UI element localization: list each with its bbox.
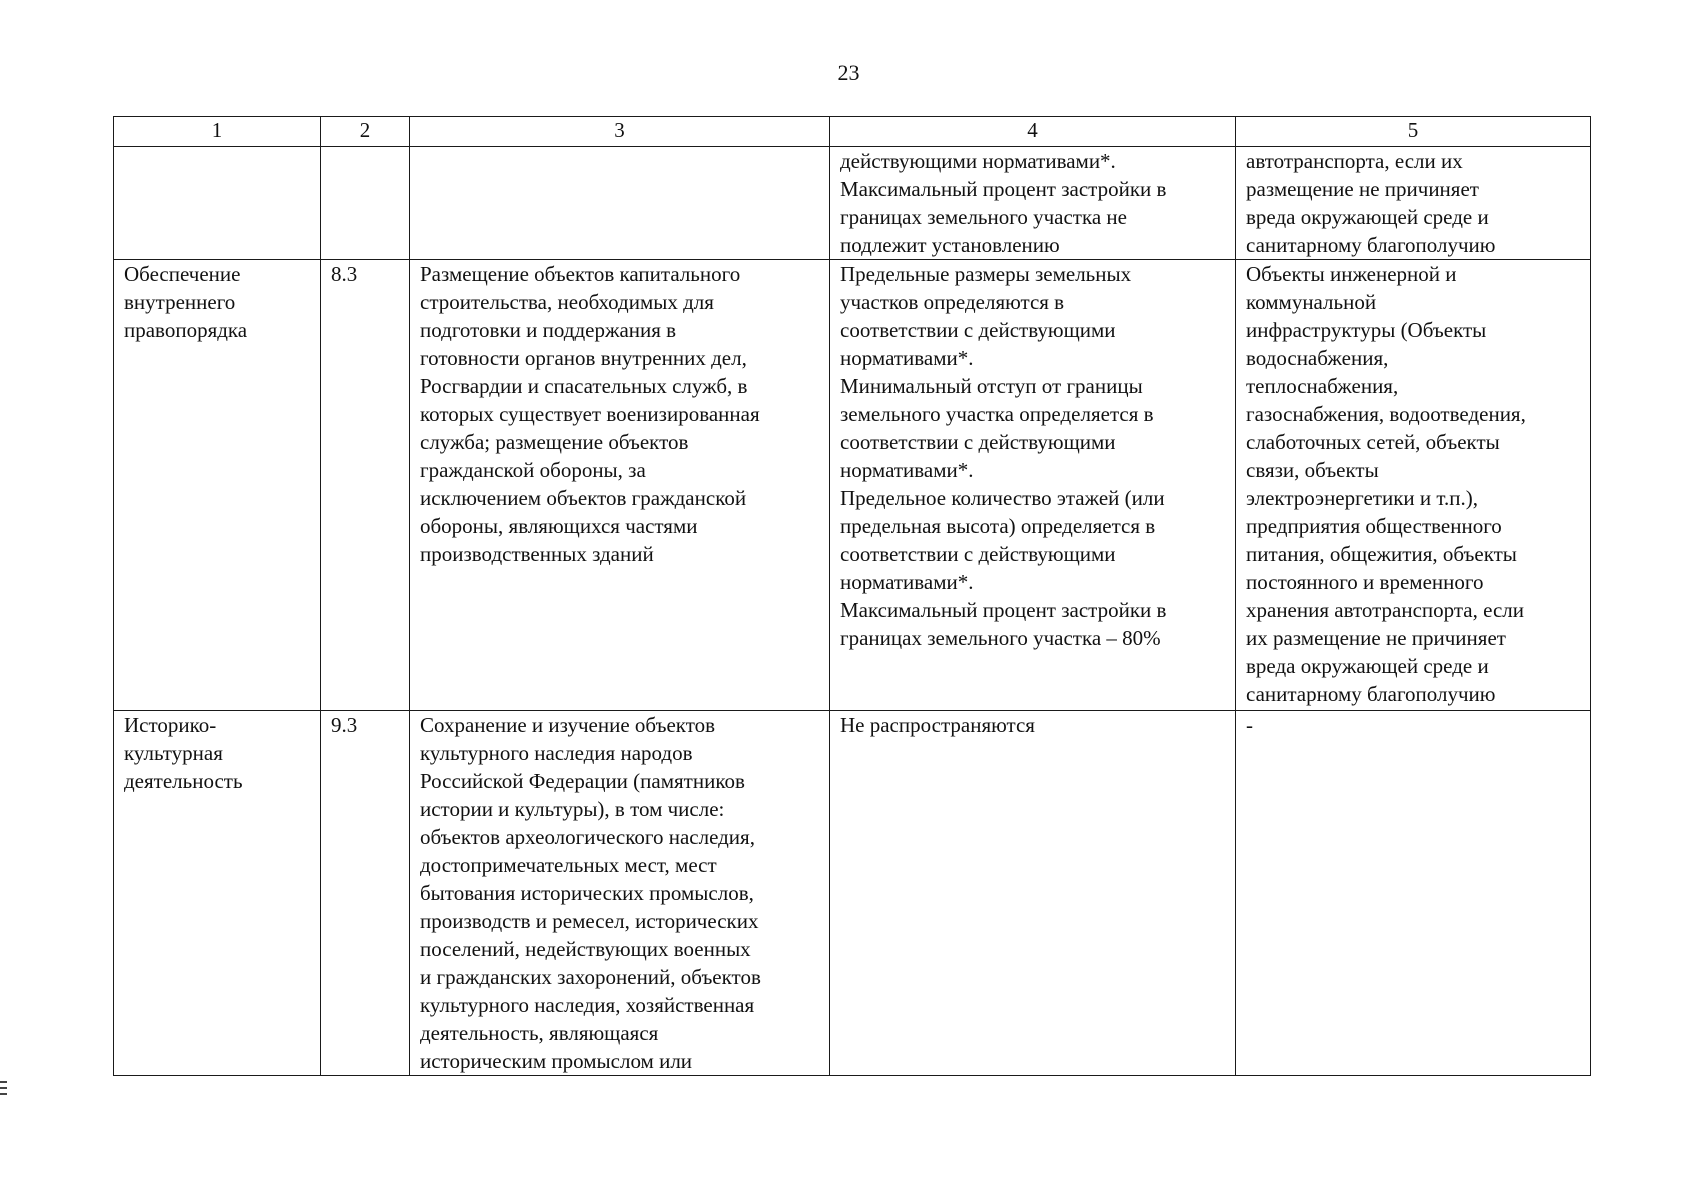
cell-auxiliary [1236, 147, 1591, 260]
use-description-text: Сохранение и изучение объектов культурного наследия народов Российской Федерации (памятников истории и культуры), в том числе: объектов археологического наследия, достопримечательных мест, мест бытования исторических промыслов, производств и ремесел, исторических поселений, недействующих военных и гражданских захоронений, объектов культурного наследия, хозяйственная деятельность, являющаяся историческим промыслом или [420, 713, 761, 1073]
cell-use-description [410, 147, 830, 260]
cell-use-description [410, 711, 830, 1076]
column-header-3: 3 [410, 117, 830, 147]
table-row [114, 260, 1591, 711]
cell-auxiliary [1236, 711, 1591, 1076]
parameters-text: действующими нормативами*. Максимальный процент застройки в границах земельного участка не подлежит установлению [840, 149, 1167, 257]
table-header-row [114, 117, 1591, 147]
binding-mark [0, 1081, 7, 1083]
cell-use-description [410, 260, 830, 711]
cell-use-name [114, 711, 321, 1076]
cell-use-code [321, 147, 410, 260]
table-row [114, 711, 1591, 1076]
auxiliary-text: автотранспорта, если их размещение не причиняет вреда окружающей среде и санитарному благополучию [1246, 149, 1496, 257]
page-number: 23 [837, 60, 860, 85]
zoning-table [113, 116, 1591, 1076]
cell-use-code [321, 260, 410, 711]
use-name-text: Обеспечение внутреннего правопорядка [124, 262, 248, 342]
cell-parameters [830, 260, 1236, 711]
use-description-text: Размещение объектов капитального строительства, необходимых для подготовки и поддержания в готовности органов внутренних дел, Росгвардии и спасательных служб, в которых существует военизированная служба; размещение объектов гражданской обороны, за исключением объектов гражданской обороны, являющихся частями производственных зданий [420, 262, 760, 566]
column-header-5: 5 [1236, 117, 1591, 147]
column-header-2: 2 [321, 117, 410, 147]
table-row [114, 147, 1591, 260]
cell-auxiliary [1236, 260, 1591, 711]
cell-use-name [114, 260, 321, 711]
use-code-text: 8.3 [331, 262, 358, 286]
cell-parameters [830, 147, 1236, 260]
cell-use-code [321, 711, 410, 1076]
parameters-text: Предельные размеры земельных участков определяются в соответствии с действующими нормативами*. Минимальный отступ от границы земельного участка определяется в соответствии с действующими нормативами*. Предельное количество этажей (или предельная высота) определяется в соответствии с действующими нормативами*. Максимальный процент застройки в границах земельного участка – 80% [840, 262, 1167, 650]
binding-mark [0, 1093, 7, 1095]
cell-use-name [114, 147, 321, 260]
column-header-1: 1 [114, 117, 321, 147]
cell-parameters [830, 711, 1236, 1076]
auxiliary-text: Объекты инженерной и коммунальной инфраструктуры (Объекты водоснабжения, теплоснабжения, газоснабжения, водоотведения, слаботочных сетей, объекты связи, объекты электроэнергетики и т.п.), предприятия общественного питания, общежития, объекты постоянного и временного хранения автотранспорта, если их размещение не причиняет вреда окружающей среде и санитарному благополучию [1246, 262, 1526, 706]
parameters-text: Не распространяются [840, 713, 1035, 737]
binding-mark [0, 1087, 7, 1089]
use-code-text: 9.3 [331, 713, 358, 737]
use-name-text: Историко- культурная деятельность [124, 713, 243, 793]
column-header-4: 4 [830, 117, 1236, 147]
auxiliary-text: - [1246, 713, 1253, 737]
